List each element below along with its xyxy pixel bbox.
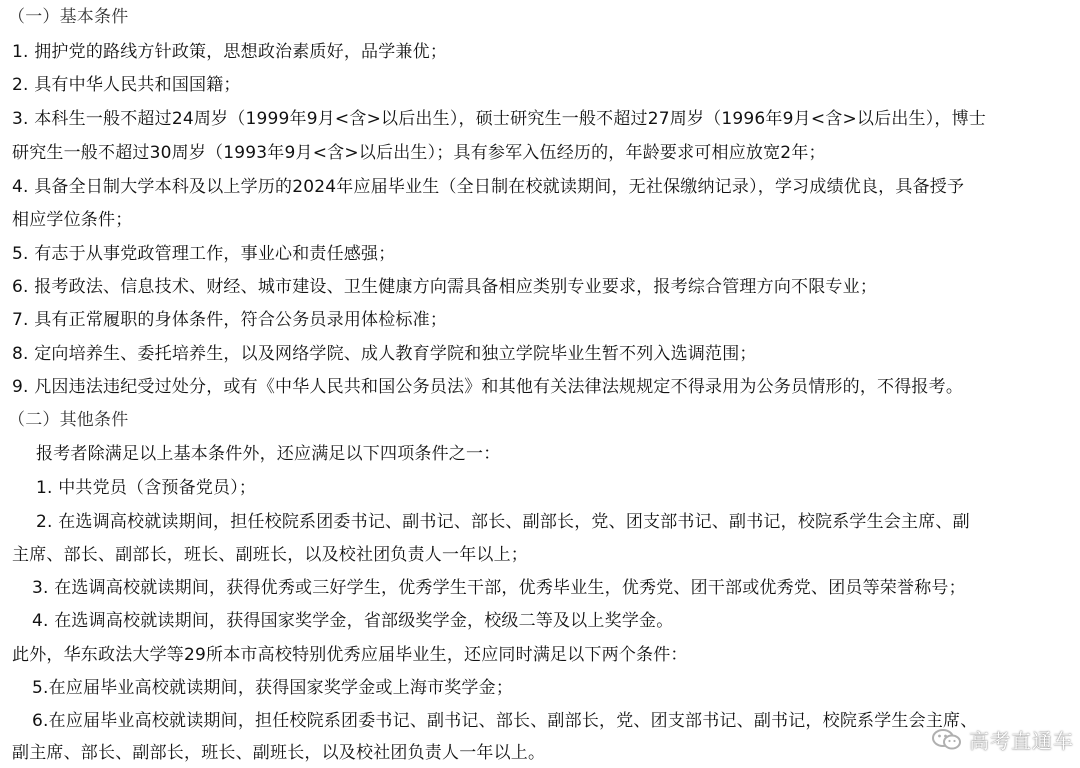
- extra-item-5: 5.在应届毕业高校就读期间，获得国家奖学金或上海市奖学金；: [32, 678, 514, 698]
- other-item-1: 1. 中共党员（含预备党员）；: [36, 478, 257, 498]
- basic-item-4: 4. 具备全日制大学本科及以上学历的2024年应届毕业生（全日制在校就读期间，无社保缴纳记录），学习成绩优良，具备授予: [12, 177, 965, 197]
- basic-item-5: 5. 有志于从事党政管理工作，事业心和责任感强；: [12, 244, 396, 264]
- extra-item-6: 6.在应届毕业高校就读期间，担任校院系团委书记、副书记、部长、副部长，党、团支部书记、副书记，校院系学生会主席、: [32, 711, 978, 731]
- basic-item-4-cont: 相应学位条件；: [12, 210, 133, 230]
- basic-item-9: 9. 凡因违法违纪受过处分，或有《中华人民共和国公务员法》和其他有关法律法规规定不得录用为公务员情形的，不得报考。: [12, 377, 964, 397]
- other-item-4: 4. 在选调高校就读期间，获得国家奖学金，省部级奖学金，校级二等及以上奖学金。: [32, 611, 674, 631]
- basic-item-1: 1. 拥护党的路线方针政策，思想政治素质好，品学兼优；: [12, 42, 448, 62]
- basic-item-7: 7. 具有正常履职的身体条件，符合公务员录用体检标准；: [12, 310, 448, 330]
- other-intro: 报考者除满足以上基本条件外，还应满足以下四项条件之一：: [36, 444, 501, 464]
- other-item-2-cont: 主席、部长、副部长，班长、副班长，以及校社团负责人一年以上；: [12, 545, 528, 565]
- basic-item-8: 8. 定向培养生、委托培养生，以及网络学院、成人教育学院和独立学院毕业生暂不列入选调范围；: [12, 344, 757, 364]
- extra-item-6-cont: 副主席、部长、副部长，班长、副班长，以及校社团负责人一年以上。: [12, 743, 546, 763]
- other-item-3: 3. 在选调高校就读期间，获得优秀或三好学生，优秀学生干部，优秀毕业生，优秀党、团干部或优秀党、团员等荣誉称号；: [32, 578, 966, 598]
- watermark: [931, 725, 1074, 754]
- basic-item-3: 3. 本科生一般不超过24周岁（1999年9月<含>以后出生），硕士研究生一般不超过27周岁（1996年9月<含>以后出生），博士: [12, 109, 987, 129]
- wechat-icon: [931, 727, 963, 753]
- basic-item-3-cont: 研究生一般不超过30周岁（1993年9月<含>以后出生）；具有参军入伍经历的，年龄要求可相应放宽2年；: [12, 143, 826, 163]
- basic-item-6: 6. 报考政法、信息技术、财经、城市建设、卫生健康方向需具备相应类别专业要求，报考综合管理方向不限专业；: [12, 277, 878, 297]
- basic-item-2: 2. 具有中华人民共和国国籍；: [12, 75, 241, 95]
- other-item-2: 2. 在选调高校就读期间，担任校院系团委书记、副书记、部长、副部长，党、团支部书记、副书记，校院系学生会主席、副: [36, 512, 970, 532]
- section-title-basic: （一）基本条件: [8, 7, 129, 27]
- watermark-text: 高考直通车: [969, 729, 1074, 753]
- extra-intro: 此外，华东政法大学等29所本市高校特别优秀应届毕业生，还应同时满足以下两个条件：: [12, 645, 688, 665]
- section-title-other: （二）其他条件: [8, 410, 129, 430]
